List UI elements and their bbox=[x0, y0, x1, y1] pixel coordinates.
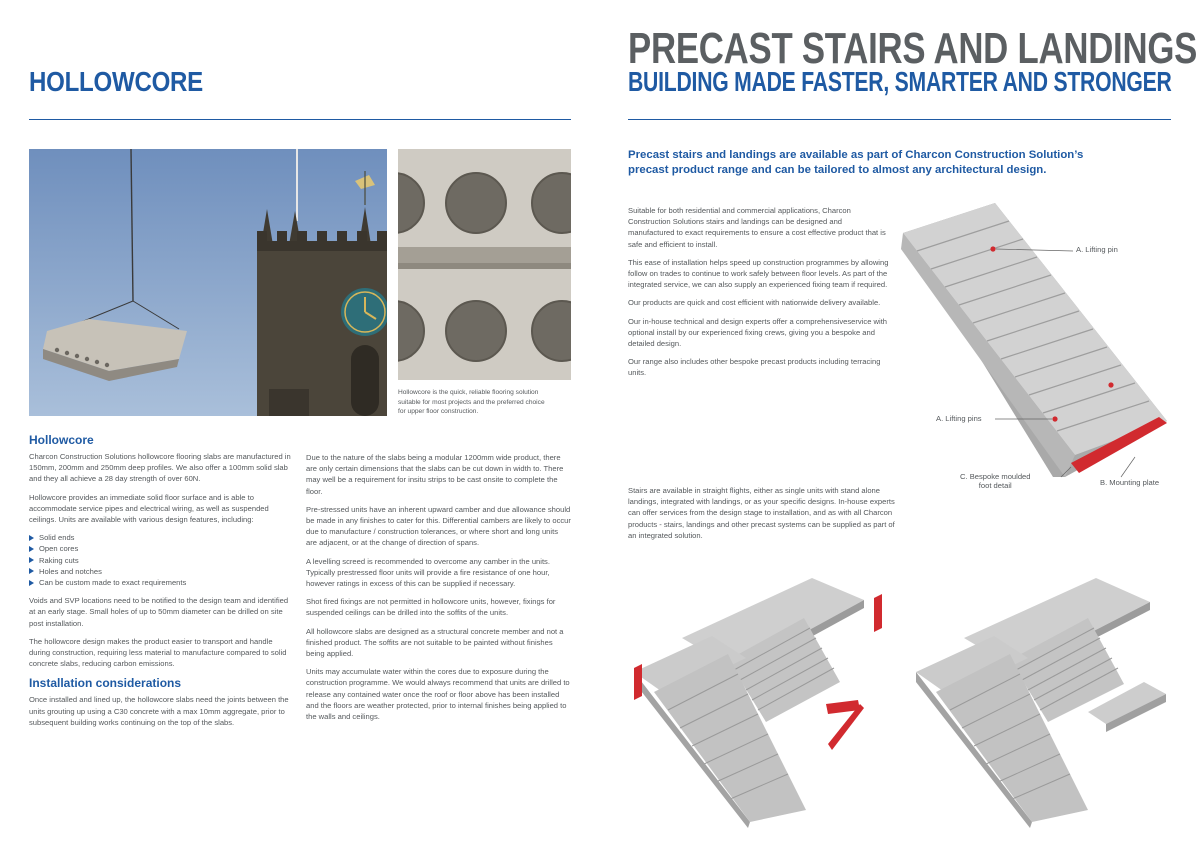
caption-line-3: for upper floor construction. bbox=[398, 408, 479, 416]
col2-paragraph-1: Due to the nature of the slabs being a modular 1200mm wide product, there are only certain dimensions that the slabs can be cut down in width to. There may well be a requirement for insitu strips to be cast onsite to complete the floor. bbox=[306, 453, 564, 496]
right-text-lower bbox=[628, 485, 898, 548]
section-title-installation: Installation considerations bbox=[29, 676, 182, 691]
col1-paragraph-4: The hollowcore design makes the product easier to transport and handle during construction, requiring less material to manufacture compared to solid concrete slabs, reducing carbon emissions. bbox=[29, 636, 287, 669]
right-paragraph-3: Our products are quick and cost efficient with nationwide delivery available. bbox=[628, 298, 881, 308]
feature-bullet-list bbox=[29, 532, 294, 588]
hollowcore-closeup-photo bbox=[398, 149, 571, 380]
right-page-subtitle: BUILDING MADE FASTER, SMARTER AND STRONGER bbox=[628, 66, 1172, 97]
bullet-item: Raking cuts bbox=[29, 555, 294, 566]
left-column-1 bbox=[29, 433, 294, 735]
right-header-rule bbox=[628, 119, 1171, 120]
col2-paragraph-5: All hollowcore slabs are designed as a structural concrete member and not a finished product. The soffits are not suitable to be painted without finishes being applied. bbox=[306, 626, 564, 659]
label-lifting-pin: A. Lifting pin bbox=[1076, 245, 1118, 254]
col1-paragraph-1: Charcon Construction Solutions hollowcore flooring slabs are manufactured in 150mm, 200mm and 250mm deep profiles. We also offer a 100mm solid slab and they all achieve a 28 day strength of over 60N. bbox=[29, 452, 291, 484]
label-foot-detail-line-2: foot detail bbox=[978, 481, 1012, 490]
right-paragraph-6: Stairs are available in straight flights, either as single units with stand alone landings, integrated with landings, or as your specific designs. In-house experts can offer services from the design stage to installation, and as with all Charcon products - stairs, landings and other precast systems can be supplied as part of an integrated solution. bbox=[628, 486, 895, 540]
col2-paragraph-3: A levelling screed is recommended to overcome any camber in the units. Typically prestressed floor units will provide a fire resistance of one hour, however ratings in excess of this can be supplied if necessary. bbox=[306, 556, 550, 589]
intro-statement: Precast stairs and landings are available as part of Charcon Construction Solution’s precast product range and can be tailored to almost any architectural design. bbox=[628, 149, 1084, 176]
dogleg-stair-with-beams-diagram bbox=[628, 572, 898, 828]
col1-paragraph-5: Once installed and lined up, the hollowcore slabs need the joints between the units grouting up using a C30 concrete with a max 10mm aggregate, prior to subsequent building works continuing on the top of the slabs. bbox=[29, 695, 289, 727]
col1-paragraph-2: Hollowcore provides an immediate solid floor surface and is able to accommodate service pipes and electrical wiring, as well as suspended ceilings. Units are available with various design features, including: bbox=[29, 492, 269, 525]
right-text-column bbox=[628, 205, 890, 386]
col2-paragraph-2: Pre-stressed units have an inherent upward camber and due allowance should be made in any finishes to cater for this. Differential cambers are likely to occur due to manufacture / construction tolerances, or where short and long units are adjacent, or at the change of direction of spans. bbox=[306, 504, 571, 548]
label-foot-detail-line-1: C. Bespoke moulded bbox=[960, 472, 1031, 481]
label-foot-detail bbox=[960, 472, 1031, 490]
caption-line-1: Hollowcore is the quick, reliable flooring solution bbox=[398, 389, 539, 396]
col1-paragraph-3: Voids and SVP locations need to be notified to the design team and identified at an early stage. Small holes of up to 50mm diameter can be drilled on site post installation. bbox=[29, 596, 289, 628]
right-paragraph-5: Our range also includes other bespoke precast products including terracing units. bbox=[628, 357, 881, 378]
label-lifting-pins: A. Lifting pins bbox=[936, 414, 982, 423]
bullet-item: Solid ends bbox=[29, 532, 294, 543]
bullet-item: Holes and notches bbox=[29, 566, 294, 577]
dogleg-stair-diagram bbox=[910, 572, 1172, 828]
photo-caption bbox=[398, 388, 573, 417]
right-paragraph-2: This ease of installation helps speed up construction programmes by allowing follow on trades to continue to work safely between floor levels. As part of the integrated service, we can also supply an experienced fixing team if required. bbox=[628, 257, 889, 290]
right-page-title: PRECAST STAIRS AND LANDINGS bbox=[628, 24, 1198, 73]
right-paragraph-4: Our in-house technical and design experts offer a comprehensiveservice with optional install by our experienced fixing crews, giving you a bespoke and detailed design. bbox=[628, 316, 888, 349]
label-mounting-plate: B. Mounting plate bbox=[1100, 478, 1160, 487]
left-header-rule bbox=[29, 119, 571, 120]
left-column-2 bbox=[306, 452, 571, 729]
bullet-item: Can be custom made to exact requirements bbox=[29, 577, 294, 588]
section-title-hollowcore: Hollowcore bbox=[29, 433, 94, 447]
col2-paragraph-4: Shot fired fixings are not permitted in hollowcore units, however, fixings for suspended ceilings can be drilled into the soffits of the units. bbox=[306, 597, 556, 618]
bullet-item: Open cores bbox=[29, 543, 294, 554]
caption-line-2: suitable for most projects and the preferred choice bbox=[398, 398, 545, 406]
straight-stair-diagram bbox=[895, 195, 1175, 495]
crane-lifting-photo bbox=[29, 149, 387, 416]
col2-paragraph-6: Units may accumulate water within the cores due to exposure during the construction programme. We would always recommend that units are drilled to release any contained water once the roof or floor above has been installed and the floors are weather protected, prior to internal finishes being applied to the walls and ceilings. bbox=[306, 667, 570, 722]
left-page-header: HOLLOWCORE bbox=[29, 66, 203, 97]
right-paragraph-1: Suitable for both residential and commercial applications, Charcon Construction Solutions stairs and landings can be designed and manufactured to exact requirements to ensure a cost effective product that is safe and efficient to install. bbox=[628, 206, 886, 249]
